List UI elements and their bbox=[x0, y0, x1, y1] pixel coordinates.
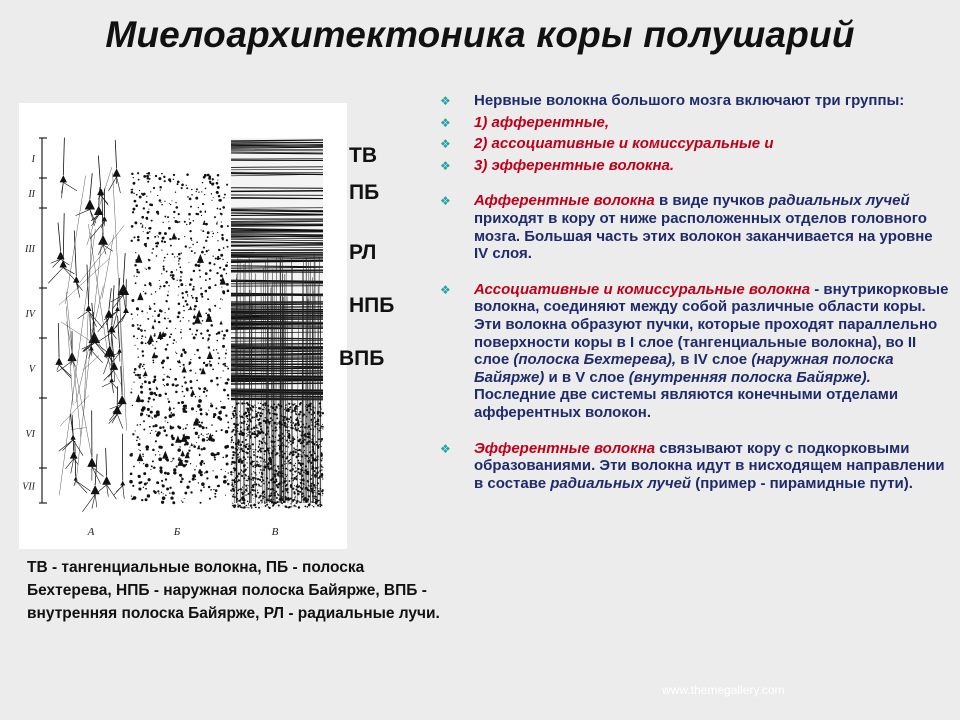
figure-label-pb: ПБ bbox=[349, 181, 380, 204]
term-bekhterev-stripe: (полоска Бехтерева), bbox=[513, 351, 677, 369]
slide-title: Миелоархитектоника коры полушарий bbox=[105, 14, 855, 55]
layer-numeral: IV bbox=[25, 309, 35, 320]
column-b-cells bbox=[129, 172, 229, 504]
bullet-text: в IV слое bbox=[676, 351, 752, 369]
bullet-text: 3) эфферентные волокна. bbox=[474, 156, 675, 174]
layer-numeral: II bbox=[28, 189, 35, 200]
bullet-text: в виде пучков bbox=[654, 192, 769, 210]
column-letters bbox=[87, 526, 279, 538]
bullet-associative-item bbox=[436, 135, 950, 153]
layer-numeral: I bbox=[31, 154, 35, 165]
bullet-efferent-item bbox=[436, 157, 950, 175]
bullet-text: 2) ассоциативные и комиссуральные и bbox=[474, 135, 774, 153]
bullet-afferent-item bbox=[436, 114, 950, 132]
diamond-bullet-icon: ❖ bbox=[440, 282, 451, 297]
term-outer-baillarger-stripe: (наружная полоска Байярже) bbox=[474, 351, 894, 386]
diamond-bullet-icon: ❖ bbox=[440, 115, 451, 130]
layer-numerals bbox=[22, 154, 37, 493]
bullet-fiber-groups bbox=[436, 92, 950, 110]
bullet-text: 1) афферентные, bbox=[474, 113, 610, 131]
bullet-text: и в V слое bbox=[544, 368, 629, 386]
bullet-text: связывают кору с подкорковыми образованиями. Эти волокна идут в нисходящем направлении в составе bbox=[474, 439, 945, 492]
figure-label-npb: НПБ bbox=[349, 294, 395, 317]
figure-caption: ТВ - тангенциальные волокна, ПБ - полоска Бехтерева, НПБ - наружная полоска Байярже, ВПБ - внутренняя полоска Байярже, РЛ - радиальные лучи. bbox=[27, 559, 440, 622]
term-associative-fibers: Ассоциативные и комиссуральные волокна bbox=[474, 280, 811, 298]
diamond-bullet-icon: ❖ bbox=[440, 441, 451, 456]
layer-numeral: VII bbox=[22, 481, 35, 493]
bullet-associative-fibers bbox=[436, 281, 950, 422]
term-afferent-fibers: Афферентные волокна bbox=[474, 192, 655, 210]
diamond-bullet-icon: ❖ bbox=[440, 137, 451, 152]
column-a-neurons bbox=[48, 138, 129, 512]
column-letter: B bbox=[271, 526, 279, 538]
diamond-bullet-icon: ❖ bbox=[440, 158, 451, 173]
cortex-myeloarchitecture-figure bbox=[19, 103, 347, 549]
term-radial-rays: радиальных лучей bbox=[550, 474, 692, 492]
diamond-bullet-icon: ❖ bbox=[440, 94, 451, 108]
term-inner-baillarger-stripe: (внутренняя полоска Байярже). bbox=[628, 368, 871, 386]
bullet-efferent-fibers bbox=[436, 440, 950, 493]
column-letter: Б bbox=[173, 526, 181, 538]
bullet-afferent-fibers bbox=[436, 192, 950, 262]
layer-numeral: V bbox=[28, 364, 35, 375]
footer-url[interactable]: www.themegallery.com bbox=[662, 683, 785, 697]
figure-label-tv: ТВ bbox=[349, 144, 377, 167]
column-letter: A bbox=[87, 526, 95, 538]
bullet-text: - внутрикорковые волокна, соединяют между собой различные области коры. Эти волокна образуют пучки, которые проходят параллельно поверхности коры в I слое (тангенциальные волокна), во II слое bbox=[474, 280, 949, 369]
bullet-text: Последние две системы являются конечными отделами афферентных волокон. bbox=[474, 386, 899, 421]
bullet-text: (пример - пирамидные пути). bbox=[691, 474, 913, 492]
term-efferent-fibers: Эфферентные волокна bbox=[474, 439, 656, 457]
bullet-text: приходят в кору от ниже расположенных отделов головного мозга. Большая часть этих волокон заканчивается на уровне IV слоя. bbox=[474, 209, 933, 263]
layer-numeral: III bbox=[25, 244, 35, 255]
figure-label-rl: РЛ bbox=[349, 241, 377, 264]
diamond-bullet-icon: ❖ bbox=[440, 194, 451, 209]
term-radial-rays: радиальных лучей bbox=[768, 192, 910, 210]
bullet-list bbox=[436, 92, 950, 492]
layer-numeral: VI bbox=[25, 429, 35, 440]
figure-label-vpb: ВПБ bbox=[339, 347, 385, 370]
bullet-text: Нервные волокна большого мозга включают три группы: bbox=[474, 92, 905, 109]
